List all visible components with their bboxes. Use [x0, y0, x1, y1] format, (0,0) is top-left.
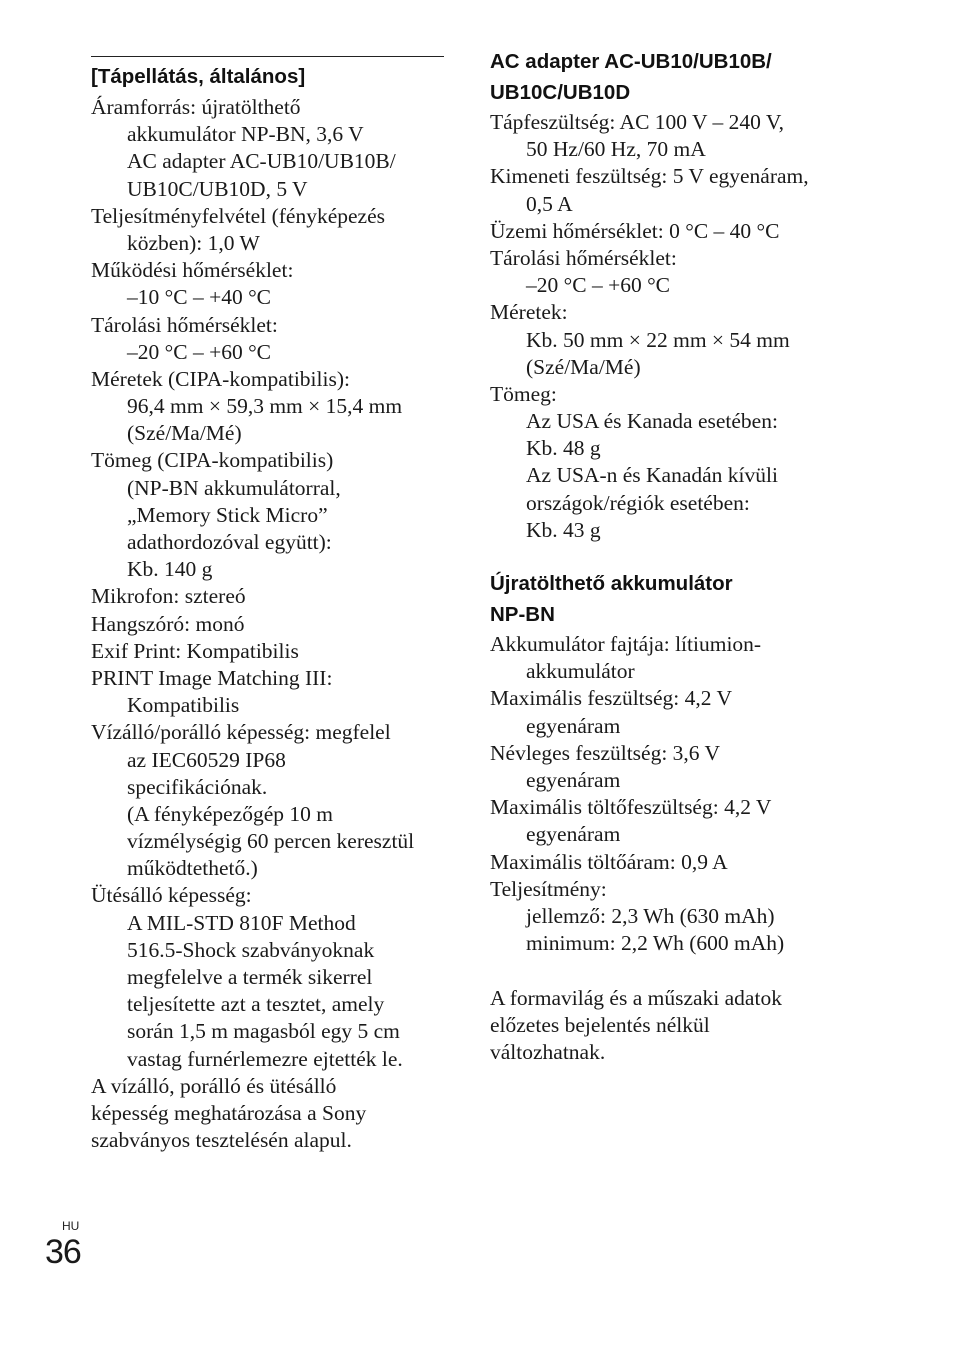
spec-line: Üzemi hőmérséklet: 0 °C – 40 °C — [490, 218, 780, 243]
spec-line: A MIL-STD 810F Method — [127, 910, 356, 935]
spec-line: Névleges feszültség: 3,6 V — [490, 740, 721, 765]
spec-line: vastag furnérlemezre ejtették le. — [127, 1046, 403, 1071]
spec-line: Ütésálló képesség: — [91, 883, 252, 908]
spec-line: Tápfeszültség: AC 100 V – 240 V, — [490, 110, 785, 134]
spec-line: (NP-BN akkumulátorral, — [127, 475, 341, 500]
spec-line: –20 °C – +60 °C — [127, 339, 272, 364]
ac-adapter-specs — [490, 109, 809, 544]
spec-line: (A fényképezőgép 10 m — [127, 801, 333, 826]
spec-line: országok/régiók esetében: — [526, 490, 750, 515]
spec-line: Az USA-n és Kanadán kívüli — [526, 463, 778, 488]
spec-line: UB10C/UB10D, 5 V — [127, 176, 308, 201]
spec-line: AC adapter AC-UB10/UB10B/ — [127, 149, 396, 174]
spec-line: Exif Print: Kompatibilis — [91, 638, 299, 663]
spec-line: Tárolási hőmérséklet: — [91, 312, 278, 337]
spec-line: Hangszóró: monó — [91, 611, 245, 636]
spec-line: Maximális feszültség: 4,2 V — [490, 686, 733, 711]
spec-line: teljesítette azt a tesztet, amely — [127, 992, 385, 1017]
battery-specs — [490, 631, 784, 957]
spec-line: jellemző: 2,3 Wh (630 mAh) — [526, 903, 775, 928]
language-code: HU — [62, 1219, 80, 1233]
spec-line: az IEC60529 IP68 — [127, 747, 286, 772]
spec-line: minimum: 2,2 Wh (600 mAh) — [526, 931, 785, 956]
spec-line: Tömeg (CIPA-kompatibilis) — [91, 448, 334, 473]
spec-line: adathordozóval együtt): — [127, 530, 332, 554]
spec-line: Mikrofon: sztereó — [91, 584, 246, 609]
spec-line: specifikációnak. — [127, 774, 268, 799]
spec-line: Maximális töltőáram: 0,9 A — [490, 849, 728, 874]
spec-line: 96,4 mm × 59,3 mm × 15,4 mm — [127, 394, 403, 419]
spec-line: egyenáram — [526, 822, 621, 847]
spec-line: szabványos tesztelésén alapul. — [91, 1128, 352, 1153]
spec-line: egyenáram — [526, 713, 621, 738]
power-general-heading: [Tápellátás, általános] — [91, 65, 306, 88]
spec-line: során 1,5 m magasból egy 5 cm — [127, 1019, 400, 1044]
spec-line: közben): 1,0 W — [127, 230, 260, 255]
spec-line: Áramforrás: újratölthető — [91, 95, 301, 119]
spec-line: Teljesítményfelvétel (fényképezés — [91, 203, 385, 228]
spec-line: Tárolási hőmérséklet: — [490, 245, 677, 270]
spec-line: (Szé/Ma/Mé) — [526, 354, 641, 379]
power-general-specs — [91, 94, 414, 1154]
spec-line: egyenáram — [526, 767, 621, 792]
spec-line: megfelelve a termék sikerrel — [127, 965, 373, 989]
spec-line: Kb. 50 mm × 22 mm × 54 mm — [526, 327, 790, 352]
spec-line: Kb. 48 g — [526, 436, 601, 461]
spec-line: PRINT Image Matching III: — [91, 665, 333, 690]
spec-line: „Memory Stick Micro” — [127, 502, 328, 527]
spec-line: akkumulátor — [526, 659, 635, 684]
spec-line: vízmélységig 60 percen keresztül — [127, 829, 415, 854]
spec-line: Működési hőmérséklet: — [91, 258, 294, 283]
ac-adapter-heading-line-2: UB10C/UB10D — [490, 81, 631, 104]
spec-line: Kimeneti feszültség: 5 V egyenáram, — [490, 164, 809, 189]
spec-line: 516.5-Shock szabványoknak — [127, 937, 375, 962]
spec-line: (Szé/Ma/Mé) — [127, 421, 242, 446]
spec-line: Méretek (CIPA-kompatibilis): — [91, 366, 350, 391]
spec-line: Az USA és Kanada esetében: — [526, 409, 778, 434]
spec-line: 0,5 A — [526, 191, 573, 216]
top-rule — [91, 56, 444, 57]
spec-line: Vízálló/porálló képesség: megfelel — [91, 720, 391, 745]
battery-heading-line-1: Újratölthető akkumulátor — [490, 572, 733, 595]
spec-line: Maximális töltőfeszültség: 4,2 V — [490, 795, 772, 820]
notice-line: változhatnak. — [490, 1040, 606, 1065]
spec-line: A vízálló, porálló és ütésálló — [91, 1073, 337, 1098]
spec-line: akkumulátor NP-BN, 3,6 V — [127, 122, 364, 147]
spec-line: Kompatibilis — [127, 693, 240, 718]
spec-line: Méretek: — [490, 300, 568, 325]
spec-line: képesség meghatározása a Sony — [91, 1100, 367, 1125]
notice-line: A formavilág és a műszaki adatok — [490, 986, 782, 1010]
spec-line: Kb. 140 g — [127, 557, 213, 582]
spec-line: Teljesítmény: — [490, 876, 607, 901]
spec-line: Kb. 43 g — [526, 517, 601, 542]
spec-line: Akkumulátor fajtája: lítiumion- — [490, 632, 762, 656]
spec-line: működtethető.) — [127, 856, 258, 881]
spec-line: –10 °C – +40 °C — [127, 285, 272, 310]
notice-line: előzetes bejelentés nélkül — [490, 1013, 710, 1038]
page-number: 36 — [45, 1233, 81, 1271]
battery-heading-line-2: NP-BN — [490, 603, 555, 626]
spec-line: 50 Hz/60 Hz, 70 mA — [526, 137, 706, 162]
ac-adapter-heading-line-1: AC adapter AC-UB10/UB10B/ — [490, 50, 772, 73]
spec-line: –20 °C – +60 °C — [526, 273, 671, 298]
spec-line: Tömeg: — [490, 381, 557, 406]
notice-paragraph — [490, 985, 782, 1067]
